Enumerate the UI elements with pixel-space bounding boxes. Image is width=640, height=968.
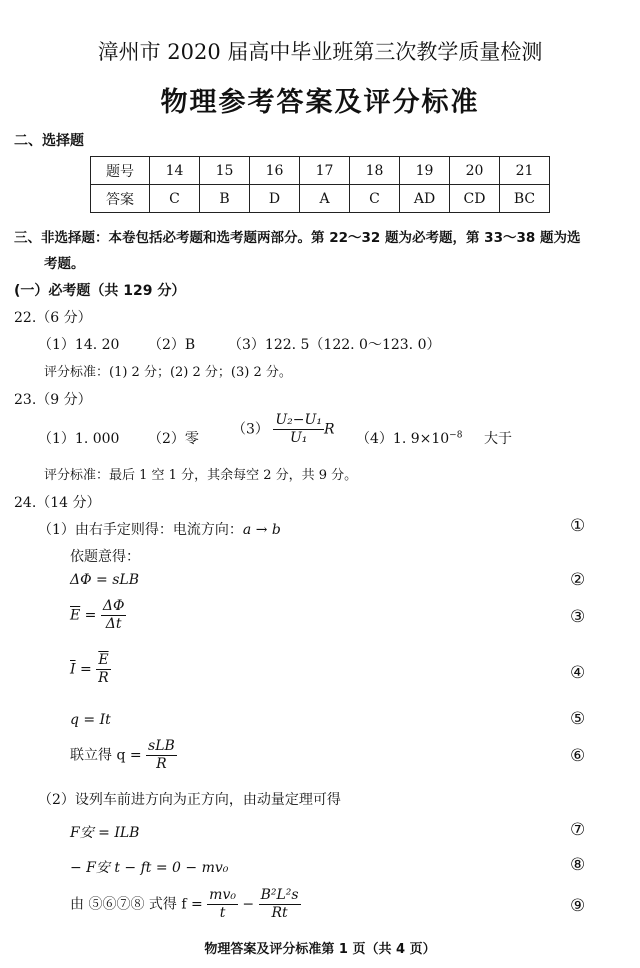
- table-cell: 19: [400, 157, 450, 185]
- equation-marker-4: ④: [570, 663, 586, 683]
- fraction-numerator: B²L²s: [260, 887, 299, 903]
- eq4-left: $\overline{I}$: [70, 661, 76, 678]
- q22-answer-1: （1）14. 20: [38, 337, 120, 353]
- eq4-fraction: [96, 652, 111, 687]
- table-cell: 20: [450, 157, 500, 185]
- q23-answer-4: [356, 428, 462, 448]
- q24-eq4: $\overline{I}$ = $\frac{\overline{E}}{R}$: [70, 652, 109, 686]
- eq9-fraction-2: [259, 887, 301, 922]
- q24-eq2: ΔΦ = sLB: [70, 572, 139, 588]
- eq9-minus: −: [242, 896, 255, 913]
- section-choice-heading: 二、选择题: [14, 133, 84, 149]
- q22-label: 22.（6 分）: [14, 310, 92, 326]
- equation-marker-1: ①: [570, 516, 586, 536]
- q24-label: 24.（14 分）: [14, 495, 101, 511]
- eq9-fraction-1: [207, 887, 238, 922]
- q24-part1-text: （1）由右手定则得：电流方向：: [38, 522, 243, 538]
- q22-scoring: 评分标准：(1) 2 分；(2) 2 分；(3) 2 分。: [44, 365, 292, 380]
- table-header-cell: 题号: [91, 157, 150, 185]
- q22-answer-2: （2）B: [148, 337, 196, 353]
- q23-answer-3: [232, 412, 334, 447]
- table-cell: 14: [150, 157, 200, 185]
- equation-marker-8: ⑧: [570, 855, 586, 875]
- table-row: [91, 157, 550, 185]
- equation-marker-3: ③: [570, 607, 586, 627]
- part-required-heading: (一）必考题（共 129 分）: [14, 283, 186, 299]
- table-row: [91, 185, 550, 213]
- q24-eq5: q = It: [70, 712, 111, 728]
- page-footer: 物理答案及评分标准第 1 页（共 4 页）: [204, 942, 436, 957]
- document-title: 漳州市 2020 届高中毕业班第三次教学质量检测: [97, 40, 543, 64]
- fraction-numerator: sLB: [148, 738, 175, 754]
- q23-fraction: [273, 412, 324, 447]
- table-cell: BC: [500, 185, 550, 213]
- q24-current-direction: a → b: [242, 522, 281, 538]
- section-nonchoice-heading-cont: 考题。: [44, 256, 85, 272]
- q23-label: 23.（9 分）: [14, 392, 92, 408]
- table-cell: D: [250, 185, 300, 213]
- q23-fraction-after: R: [323, 421, 335, 438]
- equation-marker-5: ⑤: [570, 709, 586, 729]
- q23-answer-5: 大于: [484, 431, 512, 447]
- eq3-left: $\overline{E}$: [70, 607, 81, 624]
- q23-answer-2: （2）零: [148, 431, 199, 447]
- fraction-numerator: ΔΦ: [102, 598, 125, 614]
- q24-eq7: F安 = ILB: [70, 825, 140, 841]
- fraction-numerator: mv₀: [209, 887, 236, 903]
- fraction-numerator: U₂−U₁: [275, 412, 322, 428]
- q24-eq6: [70, 738, 177, 773]
- equation-marker-7: ⑦: [570, 820, 586, 840]
- equation-marker-9: ⑨: [570, 896, 586, 916]
- table-header-cell: 答案: [91, 185, 150, 213]
- q22-answer-3: （3）122. 5（122. 0～123. 0）: [228, 337, 441, 353]
- table-cell: 17: [300, 157, 350, 185]
- table-cell: C: [350, 185, 400, 213]
- fraction-denominator: R: [98, 669, 109, 686]
- eq6-prefix: 联立得 q =: [70, 747, 142, 764]
- table-cell: 21: [500, 157, 550, 185]
- fraction-denominator: R: [156, 755, 167, 772]
- q23-answer-4-exponent: −8: [449, 430, 463, 441]
- equation-marker-6: ⑥: [570, 746, 586, 766]
- q23-scoring: 评分标准：最后 1 空 1 分，其余每空 2 分，共 9 分。: [44, 468, 358, 483]
- equation-marker-2: ②: [570, 570, 586, 590]
- document-subtitle: 物理参考答案及评分标准: [160, 87, 480, 118]
- fraction-denominator: Rt: [271, 904, 288, 921]
- q23-answer-1: （1）1. 000: [38, 431, 120, 447]
- section-nonchoice-heading: 三、非选择题：本卷包括必考题和选考题两部分。第 22～32 题为必考题，第 33～38 题为选: [14, 230, 581, 246]
- q24-eq3: $\overline{E}$ = $\frac{\Delta\Phi}{\Delta t}$: [70, 598, 125, 632]
- q23-answer-4-value: （4）1. 9×10: [356, 431, 450, 447]
- q24-part2-line: （2）设列车前进方向为正方向，由动量定理可得: [38, 792, 341, 808]
- eq3-fraction: [101, 598, 127, 633]
- q23-answer-3-prefix: （3）: [232, 421, 269, 438]
- fraction-denominator: Δt: [105, 615, 122, 632]
- eq6-fraction: [146, 738, 177, 773]
- eq9-prefix: 由 ⑤⑥⑦⑧ 式得 f =: [70, 896, 203, 913]
- table-cell: 16: [250, 157, 300, 185]
- table-cell: 15: [200, 157, 250, 185]
- q24-eq8: − F安 t − ft = 0 − mv₀: [70, 860, 229, 876]
- fraction-denominator: t: [219, 904, 226, 921]
- fraction-denominator: U₁: [289, 429, 308, 446]
- table-cell: CD: [450, 185, 500, 213]
- table-cell: AD: [400, 185, 450, 213]
- fraction-numerator: $\overline{E}$: [96, 652, 111, 670]
- table-cell: A: [300, 185, 350, 213]
- table-cell: 18: [350, 157, 400, 185]
- table-cell: C: [150, 185, 200, 213]
- q24-part1-line: [38, 519, 281, 539]
- q24-eq9: [70, 887, 301, 922]
- answer-table: [90, 156, 550, 213]
- table-cell: B: [200, 185, 250, 213]
- q24-given-text: 依题意得：: [70, 549, 140, 565]
